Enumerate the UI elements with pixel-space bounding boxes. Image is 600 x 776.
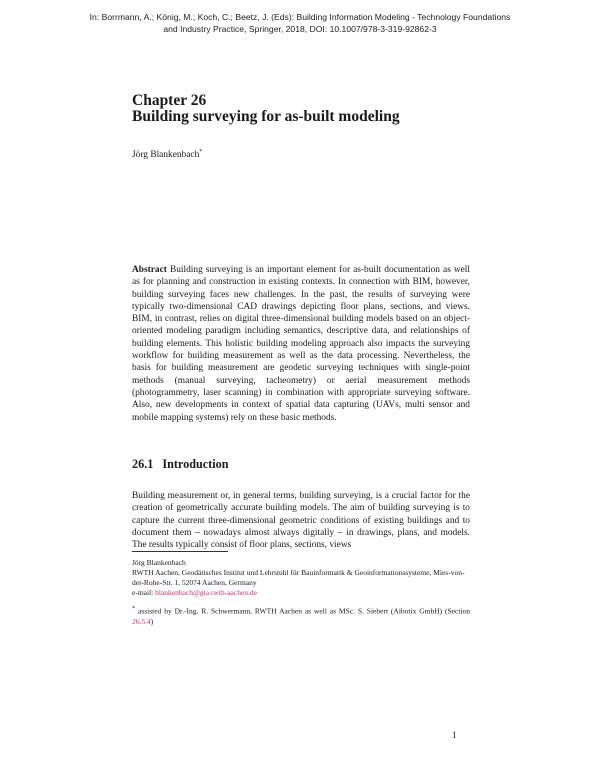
section-number: 26.1 [132,457,154,471]
section-heading [132,457,228,472]
assistance-close: ) [150,616,154,626]
assistance-text: assisted by Dr.-Ing. R. Schwermann, RWTH Aachen as well as MSc. S. Siebert (Aibotix GmbH) (Section [138,606,471,616]
assistance-footnote [132,604,470,627]
chapter-number: Chapter 26 [132,92,207,109]
section-title: Introduction [162,457,229,471]
intro-paragraph: Building measurement or, in general terms, building surveying, is a crucial factor for the creation of geometrically accurate building models. The aim of building surveying is to capture the current three-dimensional geometric conditions of existing buildings and to document them – nowadays almost always digitally – in drawings, plans, and models. The results typically consist of floor plans, sections, views [132,491,470,551]
footnote-rule [132,551,228,552]
email-label: e-mail: [132,588,154,597]
citation-line-2: and Industry Practice, Springer, 2018, DOI: 10.1007/978-3-319-92862-3 [163,23,437,34]
email-link[interactable]: blankenbach@gia.rwth-aachen.de [155,588,257,597]
author-name: Jörg Blankenbach [132,150,200,161]
footnote-star: * [132,605,136,612]
section-ref-link[interactable]: 26.5.4 [132,616,151,626]
affiliation-name: Jörg Blankenbach [132,558,186,567]
abstract-label: Abstract [132,265,167,275]
abstract [132,264,470,424]
email-line [132,588,470,598]
citation-line-1: In: Borrmann, A.; König, M.; Koch, C.; Beetz, J. (Eds): Building Information Modeling - Technology Foundations [89,12,511,22]
citation-header [60,12,540,35]
chapter-title: Building surveying for as-built modeling [132,108,400,125]
affiliation-footnote [132,558,470,598]
page-number: 1 [452,731,457,741]
abstract-text: Building surveying is an important element for as-built documentation as well as for planning and construction in existing contexts. In connection with BIM, however, building surveying faces new challenges. In the past, the results of surveying were typically two-dimensional CAD drawings depicting floor plans, sections, and views. BIM, in contrast, relies on digital three-dimensional building models based on an object-oriented modeling paradigm including semantics, descriptive data, and relationships of building elements. This holistic building modeling approach also impacts the surveying workflow for building measurement as well as the data processing. Nevertheless, the basis for building measurement are geodetic surveying techniques with single-point methods (manual surveying, tacheometry) or aerial measurement methods (photogrammetry, laser scanning) in combination with appropriate surveying software. Also, new developments in context of spatial data capturing (UAVs, multi sensor and mobile mapping systems) rely on these basic methods. [132,265,471,423]
author-line [132,149,202,160]
affiliation-address: RWTH Aachen, Geodätisches Institut und Lehrstuhl für Bauinformatik & Geoinformationssysteme, Mies-von-der-Rohe-Str. 1, 52074 Aachen, Germany [132,568,465,587]
author-footnote-mark: * [199,149,203,155]
